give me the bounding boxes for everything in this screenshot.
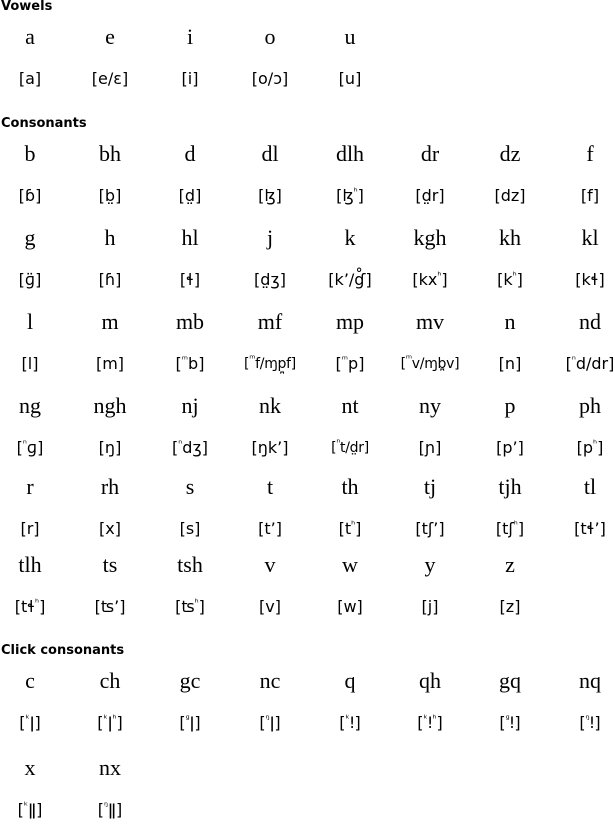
- letter-cell: ts: [102, 552, 118, 577]
- ipa-cell: [dr]: [415, 186, 445, 205]
- ipa-cell: [$^ᵐ$b]: [175, 354, 205, 373]
- letter-cell: d: [184, 141, 196, 166]
- vowels-letter-row: [0, 22, 615, 52]
- ipa-cell: [$^{^n}$d/dr]: [565, 354, 615, 373]
- letter-cell: gq: [499, 668, 521, 693]
- letter-cell: nc: [259, 668, 281, 693]
- ipa-cell: [u]: [338, 69, 362, 88]
- ipa-cell: [w]: [337, 597, 363, 616]
- letter-cell: a: [25, 24, 35, 49]
- ipa-cell: [i]: [181, 69, 199, 88]
- ipa-cell: [$^{^n}$t/dr]: [331, 438, 369, 456]
- ipa-cell: [f]: [580, 186, 600, 205]
- ipa-cell: [kɬ]: [575, 270, 605, 289]
- ipa-cell: [$^ᶢ$ǀ]: [179, 713, 201, 732]
- consonants-ipa-row: [0, 181, 615, 211]
- letter-cell: nk: [259, 393, 281, 418]
- clicks-heading: Click consonants: [1, 643, 125, 658]
- letter-cell: t: [266, 474, 274, 499]
- letter-cell: g: [24, 225, 36, 250]
- letter-cell: f: [586, 141, 594, 166]
- letter-cell: p: [504, 393, 516, 418]
- ipa-cell: [k’/ɠ]: [328, 270, 372, 289]
- ipa-cell: [a]: [18, 69, 42, 88]
- letter-cell: x: [24, 755, 36, 780]
- letter-cell: tl: [583, 474, 597, 499]
- ipa-cell: [ɲ]: [418, 438, 442, 457]
- clicks-letter-row: [0, 666, 615, 696]
- letter-cell: r: [26, 474, 34, 499]
- letter-cell: tsh: [177, 552, 203, 577]
- ipa-cell: [z]: [499, 597, 521, 616]
- ipa-cell: [n]: [498, 354, 522, 373]
- letter-cell: w: [342, 552, 358, 577]
- consonants-ipa-row: [0, 349, 615, 379]
- ipa-cell: [x]: [99, 519, 121, 538]
- ipa-cell: [ɮ]: [258, 186, 282, 205]
- letter-cell: ny: [419, 393, 441, 418]
- ipa-cell: [dʒ]: [254, 270, 286, 289]
- letter-cell: nj: [181, 393, 199, 418]
- letter-cell: nx: [99, 755, 121, 780]
- letter-cell: th: [341, 474, 359, 499]
- ipa-cell: [tɬ’]: [574, 519, 606, 538]
- ipa-cell: [ŋ]: [98, 438, 122, 457]
- consonants-letter-row: [0, 223, 615, 253]
- vowels-heading: Vowels: [1, 0, 53, 14]
- ipa-cell: $[^ᵏǃ^ʰ]$: [417, 713, 443, 732]
- letter-cell: mv: [415, 309, 445, 334]
- letter-cell: kl: [581, 225, 599, 250]
- consonants-letter-row: [0, 391, 615, 421]
- letter-cell: o: [264, 24, 276, 49]
- ipa-cell: $[t^ʰ]$: [338, 519, 362, 538]
- clicks-letter-row: [0, 753, 615, 783]
- consonants-letter-row: [0, 139, 615, 169]
- letter-cell: tlh: [18, 552, 42, 577]
- ipa-cell: [ɓ]: [18, 186, 42, 205]
- letter-cell: k: [344, 225, 356, 250]
- ipa-cell: [$^ᵏ$ǀ]: [19, 713, 41, 732]
- letter-cell: h: [104, 225, 116, 250]
- letter-cell: l: [26, 309, 34, 334]
- letter-cell: ch: [99, 668, 121, 693]
- ipa-cell: [ɦ]: [98, 270, 122, 289]
- consonants-heading: Consonants: [1, 116, 87, 131]
- ipa-cell: [v]: [259, 597, 281, 616]
- letter-cell: hl: [181, 225, 199, 250]
- letter-cell: mb: [175, 309, 205, 334]
- ipa-cell: [$^ᵑ$ǃ]: [579, 713, 601, 732]
- ipa-cell: [r]: [20, 519, 40, 538]
- ipa-cell: [tɬ$^ʰ$]: [14, 597, 46, 616]
- ipa-cell: [m]: [95, 354, 125, 373]
- letter-cell: dz: [499, 141, 521, 166]
- letter-cell: ngh: [93, 393, 127, 418]
- letter-cell: u: [344, 24, 356, 49]
- ipa-cell: [ʦ$^ʰ$]: [175, 597, 205, 616]
- letter-cell: i: [186, 24, 194, 49]
- letter-cell: z: [505, 552, 515, 577]
- ipa-cell: [j]: [421, 597, 439, 616]
- letter-cell: dlh: [335, 141, 365, 166]
- ipa-cell: [$^ᵑ$ǁ]: [97, 800, 123, 819]
- ipa-cell: [$^ᵏ$ǁ]: [17, 800, 43, 819]
- letter-cell: tj: [423, 474, 437, 499]
- consonants-letter-row: [0, 307, 615, 337]
- consonants-ipa-row: [0, 433, 615, 463]
- consonants-ipa-row: [0, 592, 615, 622]
- ipa-cell: [ɮ$^ʰ$]: [336, 186, 364, 205]
- letter-cell: b: [24, 141, 36, 166]
- ipa-cell: [o/ɔ]: [251, 69, 289, 88]
- letter-cell: v: [264, 552, 276, 577]
- ipa-cell: [ʦ’]: [94, 597, 126, 616]
- ipa-cell: [s]: [179, 519, 201, 538]
- letter-cell: dr: [420, 141, 440, 166]
- consonants-ipa-row: [0, 265, 615, 295]
- ipa-cell: [$^ᵐ$v/ɱbv]: [400, 354, 460, 372]
- consonants-letter-row: [0, 472, 615, 502]
- letter-cell: y: [424, 552, 436, 577]
- letter-cell: kh: [499, 225, 521, 250]
- ipa-cell: [d]: [178, 186, 202, 205]
- ipa-cell: [$^ᵑ$ǀ]: [259, 713, 281, 732]
- ipa-cell: [e/ɛ]: [91, 69, 129, 88]
- letter-cell: q: [344, 668, 356, 693]
- ipa-cell: [$^ᵐ$f/ɱpf]: [244, 354, 296, 372]
- ipa-cell: [l]: [21, 354, 39, 373]
- ipa-cell: $[k^ʰ]$: [497, 270, 523, 289]
- ipa-cell: [ŋk’]: [251, 438, 289, 457]
- letter-cell: nt: [341, 393, 359, 418]
- letter-cell: n: [504, 309, 516, 334]
- consonants-letter-row: [0, 550, 615, 580]
- letter-cell: mp: [335, 309, 365, 334]
- letter-cell: tjh: [498, 474, 522, 499]
- letter-cell: s: [185, 474, 195, 499]
- ipa-cell: [dz]: [494, 186, 526, 205]
- ipa-cell: [$^{^n}$dʒ]: [172, 438, 208, 457]
- ipa-cell: $[kx^ʰ]$: [412, 270, 448, 289]
- ipa-cell: [$^{^n}$ɡ]: [16, 438, 44, 457]
- letter-cell: mf: [257, 309, 283, 334]
- letter-cell: j: [266, 225, 274, 250]
- letter-cell: bh: [99, 141, 121, 166]
- ipa-cell: [tʃ’]: [415, 519, 445, 538]
- vowels-ipa-row: [0, 64, 615, 94]
- consonants-ipa-row: [0, 514, 615, 544]
- ipa-cell: [$^ᵏ$ǃ]: [339, 713, 361, 732]
- letter-cell: nd: [579, 309, 601, 334]
- ipa-cell: [ɡ]: [18, 270, 42, 289]
- ipa-cell: [tʃ$^ʰ$]: [495, 519, 525, 538]
- letter-cell: gc: [179, 668, 201, 693]
- letter-cell: rh: [100, 474, 120, 499]
- ipa-cell: [p’]: [496, 438, 524, 457]
- letter-cell: c: [25, 668, 35, 693]
- letter-cell: e: [105, 24, 115, 49]
- clicks-ipa-row: [0, 708, 615, 738]
- ipa-cell: [$^ᵐ$p]: [335, 354, 365, 373]
- letter-cell: ph: [579, 393, 601, 418]
- ipa-cell: $[^ᵏǀ^ʰ]$: [97, 713, 123, 732]
- ipa-cell: [$^ᶢ$ǃ]: [499, 713, 521, 732]
- ipa-cell: $[p^ʰ]$: [576, 438, 604, 457]
- ipa-cell: [b]: [98, 186, 122, 205]
- letter-cell: dl: [261, 141, 279, 166]
- letter-cell: kgh: [413, 225, 447, 250]
- letter-cell: m: [101, 309, 119, 334]
- letter-cell: qh: [419, 668, 441, 693]
- letter-cell: ng: [19, 393, 41, 418]
- ipa-cell: [t’]: [258, 519, 282, 538]
- ipa-cell: [ɬ]: [179, 270, 201, 289]
- letter-cell: nq: [579, 668, 601, 693]
